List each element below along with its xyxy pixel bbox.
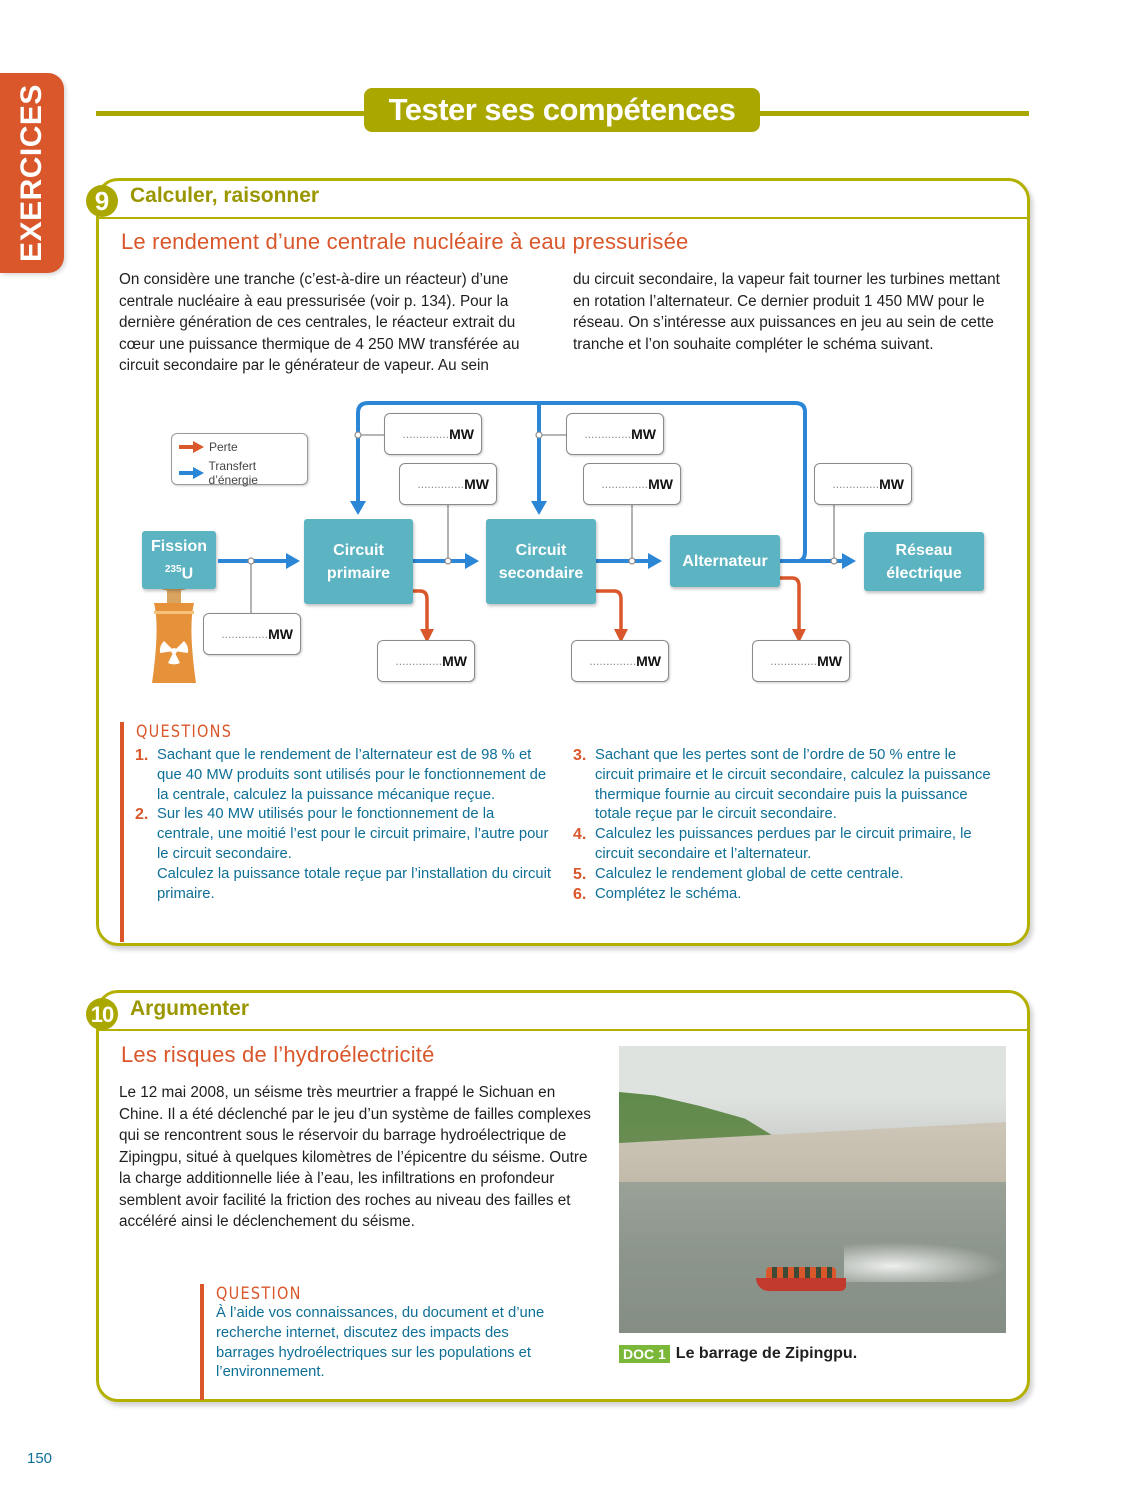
question-text-continued: Calculez la puissance totale reçue par l’installation du circuit primaire. — [157, 865, 551, 902]
photo-boat — [756, 1278, 846, 1291]
doc-caption-text: Le barrage de Zipingpu. — [675, 1345, 858, 1362]
question-text: Sur les 40 MW utilisés pour le fonctionnement de la centrale, une moitié l’est pour le circuit primaire, l’autre pour le circuit secondaire. — [157, 806, 549, 862]
question-text: Complétez le schéma. — [595, 885, 742, 902]
question-number: 3. — [573, 747, 587, 764]
question-number: 5. — [573, 865, 587, 883]
blank-dots: .............. — [770, 654, 818, 668]
legend-transfer-label: Transfert d’énergie — [208, 459, 258, 487]
node-fission-label: Fission — [150, 537, 207, 555]
blank-dots: .............. — [395, 654, 443, 668]
question-text: Sachant que le rendement de l’alternateur est de 98 % et que 40 MW produits sont utilisés pour le fonctionnement de la centrale, calculez la puissance mécanique reçue. — [157, 747, 547, 803]
legend-loss-label: Perte — [209, 440, 238, 454]
blank-dots: .............. — [221, 627, 269, 641]
question-number: 1. — [135, 747, 149, 764]
legend-loss — [179, 440, 238, 454]
page-number: 150 — [27, 1450, 53, 1467]
exercise-10-title: Les risques de l’hydroélectricité — [121, 1042, 435, 1067]
unit-label: MW — [268, 626, 293, 642]
node-secondary-circuit — [486, 519, 596, 604]
mw-field-primary-loss[interactable] — [377, 640, 475, 682]
orange-arrow-icon — [179, 441, 205, 453]
node-alternator — [670, 535, 780, 587]
question-4 — [573, 825, 993, 865]
header-rule-left — [96, 111, 376, 116]
exercise-9-number: 9 — [86, 185, 118, 217]
mw-field-grid-output[interactable] — [814, 463, 912, 505]
questions-heading: QUESTIONS — [136, 722, 233, 742]
question-text: À l’aide vos connaissances, du document et d’une recherche internet, discutez des impacts des barrages hydroélectriques sur les populations et l’environnement. — [216, 1305, 545, 1381]
blank-dots: .............. — [832, 477, 880, 491]
mw-field-primary-to-secondary[interactable] — [399, 463, 497, 505]
question-text: Calculez le rendement global de cette centrale. — [595, 865, 904, 882]
page-title: Tester ses compétences — [364, 88, 760, 132]
node-fission-isotope — [165, 558, 193, 585]
isotope-symbol: U — [181, 565, 194, 583]
node-grid-line2: électrique — [886, 564, 962, 582]
node-primary-line1: Circuit — [333, 541, 384, 559]
header-rule-right — [750, 111, 1029, 116]
exercise-9-title: Le rendement d’une centrale nucléaire à eau pressurisée — [121, 229, 689, 254]
question-number: 4. — [573, 826, 587, 844]
question-1 — [135, 746, 555, 805]
node-grid-line1: Réseau — [895, 541, 953, 559]
question-number: 6. — [573, 885, 587, 903]
question-3 — [573, 746, 993, 825]
exercise-10-number: 10 — [86, 998, 118, 1030]
doc-badge: DOC 1 — [619, 1345, 670, 1363]
doc-caption — [619, 1345, 857, 1363]
unit-label: MW — [442, 653, 467, 669]
unit-label: MW — [648, 476, 673, 492]
blank-dots: .............. — [589, 654, 637, 668]
exercise-9-intro-col1: On considère une tranche (c’est-à-dire un réacteur) d’une centrale nucléaire à eau pressurisée (voir p. 134). Pour la dernière génération de ces centrales, le réacteur extrait du cœur une puissance thermique de 4 250 MW transférée au circuit secondaire par le générateur de vapeur. Au sein — [119, 271, 520, 374]
question-5 — [573, 865, 993, 885]
mw-field-alternator-loss[interactable] — [752, 640, 850, 682]
blank-dots: .............. — [601, 477, 649, 491]
blank-dots: .............. — [584, 427, 632, 441]
unit-label: MW — [817, 653, 842, 669]
questions-column-left — [135, 746, 555, 904]
isotope-mass: 235 — [164, 563, 182, 575]
node-alternator-label: Alternateur — [682, 552, 768, 570]
blank-dots: .............. — [402, 427, 450, 441]
mw-field-secondary-return[interactable] — [566, 413, 664, 455]
node-primary-line2: primaire — [326, 564, 391, 582]
power-flow-diagram — [130, 395, 1010, 695]
node-fission — [142, 531, 216, 589]
node-primary-circuit — [304, 519, 413, 604]
photo-boat-wake — [844, 1242, 1006, 1282]
exercise-10-question — [200, 1284, 560, 1400]
exercise-9-type: Calculer, raisonner — [130, 184, 320, 207]
section-tab-label: EXERCICES — [15, 84, 48, 262]
question-text: Calculez les puissances perdues par le circuit primaire, le circuit secondaire et l’alternateur. — [595, 826, 972, 862]
unit-label: MW — [631, 426, 656, 442]
unit-label: MW — [464, 476, 489, 492]
unit-label: MW — [879, 476, 904, 492]
blank-dots: .............. — [417, 477, 465, 491]
exercise-10-intro: Le 12 mai 2008, un séisme très meurtrier a frappé le Sichuan en Chine. Il a été déclenché par le jeu d’un système de failles complexes qui se rencontrent sous le réservoir du barrage hydroélectrique de Zipingpu, situé à quelques kilomètres de l’épicentre du séisme. Outre la charge additionnelle liée à l’eau, les infiltrations en profondeur semblent avoir facilité la friction des roches au niveau des failles et accéléré ainsi le déclenchement du séisme. — [119, 1084, 591, 1230]
unit-label: MW — [449, 426, 474, 442]
mw-field-fission-output[interactable] — [203, 613, 301, 655]
section-tab-exercices — [0, 73, 64, 273]
node-secondary-line2: secondaire — [498, 564, 584, 582]
question-6 — [573, 885, 993, 905]
question-2 — [135, 805, 555, 904]
question-text: Sachant que les pertes sont de l’ordre de 50 % entre le circuit primaire et le circuit secondaire, calculez la puissance thermique fournie au circuit secondaire puis la puissance totale reçue par le circuit secondaire. — [595, 747, 991, 823]
mw-field-secondary-loss[interactable] — [571, 640, 669, 682]
questions-column-right — [573, 746, 993, 904]
legend-transfer — [179, 459, 307, 487]
mw-field-secondary-to-alternator[interactable] — [583, 463, 681, 505]
question-heading: QUESTION — [216, 1284, 302, 1304]
node-secondary-line1: Circuit — [515, 541, 567, 559]
blue-arrow-icon — [179, 467, 205, 479]
node-grid — [864, 532, 984, 591]
question-number: 2. — [135, 806, 149, 824]
mw-field-primary-return[interactable] — [384, 413, 482, 455]
exercise-9-intro-col2: du circuit secondaire, la vapeur fait tourner les turbines mettant en rotation l’alternateur. Ce dernier produit 1 450 MW pour le réseau. On s’intéresse aux puissances en jeu au sein de cette tranche et l’on souhaite compléter le schéma suivant. — [573, 271, 1000, 353]
diagram-legend — [171, 433, 308, 485]
zipingpu-dam-photo — [619, 1046, 1006, 1333]
unit-label: MW — [636, 653, 661, 669]
exercise-10-type: Argumenter — [130, 997, 250, 1020]
